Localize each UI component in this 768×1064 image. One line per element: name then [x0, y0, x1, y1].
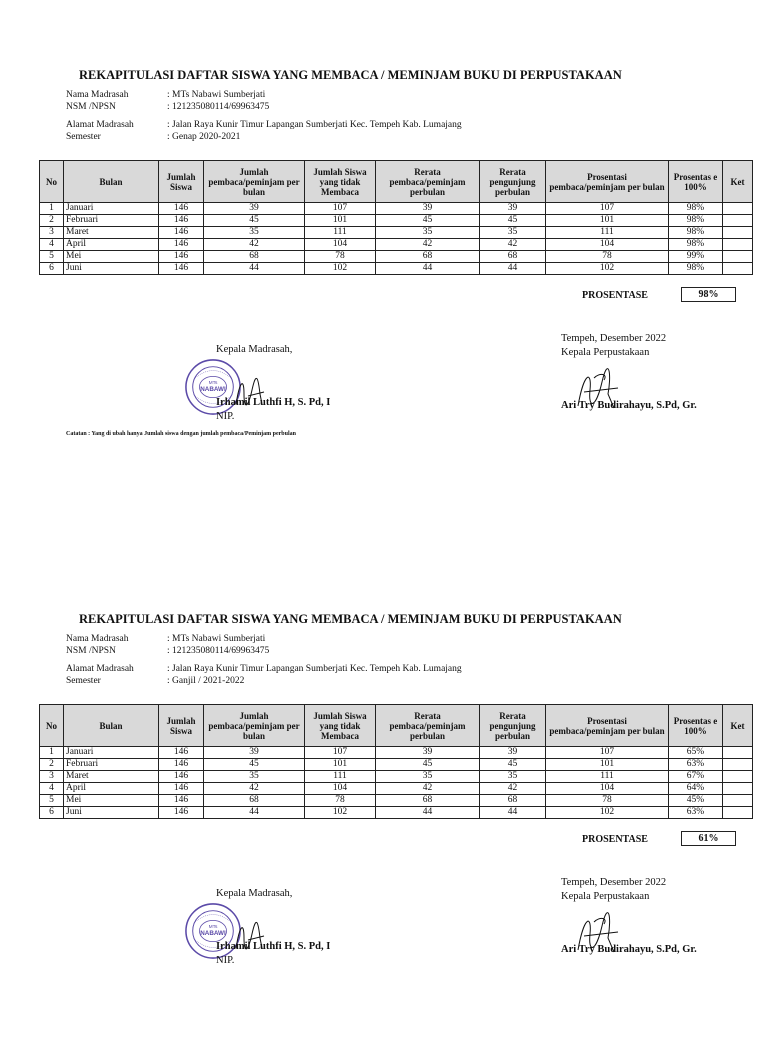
report-title: REKAPITULASI DAFTAR SISWA YANG MEMBACA / MEMINJAM BUKU DI PERPUSTAKAAN: [79, 612, 622, 626]
cell-bulan: Januari: [64, 747, 159, 759]
cell-jumlah-siswa: 146: [159, 239, 204, 251]
semester-value: : Genap 2020-2021: [167, 132, 241, 142]
cell-rerata-pembaca: 45: [376, 759, 480, 771]
report-section: [0, 0, 768, 520]
cell-jumlah-siswa: 146: [159, 759, 204, 771]
cell-ket: [723, 807, 753, 819]
alamat-value: : Jalan Raya Kunir Timur Lapangan Sumberjati Kec. Tempeh Kab. Lumajang: [167, 120, 462, 130]
prosentase-label: PROSENTASE: [582, 290, 648, 301]
cell-ket: [723, 795, 753, 807]
nsm-value: : 121235080114/69963475: [167, 646, 270, 656]
alamat-label: Alamat Madrasah: [66, 664, 134, 674]
nsm-label: NSM /NPSN: [66, 102, 116, 112]
cell-prosentase-100: 65%: [669, 747, 723, 759]
cell-ket: [723, 239, 753, 251]
cell-prosentasi: 78: [546, 795, 669, 807]
cell-ket: [723, 747, 753, 759]
cell-prosentasi: 78: [546, 251, 669, 263]
cell-prosentase-100: 45%: [669, 795, 723, 807]
header-jumlah-siswa: Jumlah Siswa: [159, 705, 204, 747]
cell-tidak-membaca: 101: [305, 215, 376, 227]
cell-rerata-pengunjung: 44: [480, 807, 546, 819]
cell-tidak-membaca: 101: [305, 759, 376, 771]
cell-rerata-pengunjung: 68: [480, 251, 546, 263]
signature-block-librarian: [561, 332, 666, 360]
cell-rerata-pembaca: 39: [376, 203, 480, 215]
cell-prosentase-100: 98%: [669, 239, 723, 251]
cell-tidak-membaca: 102: [305, 263, 376, 275]
stamp-text-main: NABAWI: [200, 929, 226, 937]
cell-jumlah-pembaca: 44: [204, 807, 305, 819]
cell-rerata-pengunjung: 68: [480, 795, 546, 807]
cell-jumlah-pembaca: 35: [204, 771, 305, 783]
cell-rerata-pembaca: 42: [376, 239, 480, 251]
prosentase-label: PROSENTASE: [582, 834, 648, 845]
cell-no: 2: [40, 759, 64, 771]
header-prosentase-100: Prosentas e 100%: [669, 705, 723, 747]
table-row: [40, 239, 753, 251]
cell-prosentase-100: 63%: [669, 807, 723, 819]
cell-no: 5: [40, 251, 64, 263]
cell-tidak-membaca: 111: [305, 771, 376, 783]
cell-prosentasi: 111: [546, 771, 669, 783]
cell-jumlah-siswa: 146: [159, 251, 204, 263]
header-bulan: Bulan: [64, 161, 159, 203]
nip-label: NIP.: [216, 411, 235, 422]
cell-no: 6: [40, 263, 64, 275]
cell-bulan: April: [64, 783, 159, 795]
cell-rerata-pengunjung: 39: [480, 203, 546, 215]
kepala-perpustakaan-label: Kepala Perpustakaan: [561, 891, 650, 902]
cell-jumlah-pembaca: 42: [204, 783, 305, 795]
kepala-perpustakaan-label: Kepala Perpustakaan: [561, 347, 650, 358]
cell-jumlah-siswa: 146: [159, 227, 204, 239]
stamp-text-top: MTs: [208, 381, 218, 387]
cell-jumlah-siswa: 146: [159, 783, 204, 795]
header-ket: Ket: [723, 161, 753, 203]
nama-madrasah-label: Nama Madrasah: [66, 90, 129, 100]
stamp-text-main: NABAWI: [200, 385, 226, 393]
table-header-row: [40, 705, 753, 747]
cell-tidak-membaca: 104: [305, 783, 376, 795]
cell-bulan: Juni: [64, 807, 159, 819]
cell-bulan: Maret: [64, 771, 159, 783]
kepala-madrasah-name: Irhamil Luthfi H, S. Pd, I: [216, 397, 331, 408]
table-row: [40, 795, 753, 807]
cell-ket: [723, 251, 753, 263]
kepala-madrasah-label: Kepala Madrasah,: [216, 344, 293, 355]
cell-prosentasi: 102: [546, 263, 669, 275]
cell-prosentasi: 104: [546, 783, 669, 795]
cell-tidak-membaca: 104: [305, 239, 376, 251]
header-rerata-pengunjung: Rerata pengunjung perbulan: [480, 705, 546, 747]
cell-prosentase-100: 98%: [669, 227, 723, 239]
cell-jumlah-siswa: 146: [159, 807, 204, 819]
cell-prosentase-100: 98%: [669, 203, 723, 215]
cell-jumlah-pembaca: 44: [204, 263, 305, 275]
cell-ket: [723, 759, 753, 771]
table-body: [40, 203, 753, 275]
signature-block-librarian: [561, 876, 666, 904]
cell-rerata-pembaca: 45: [376, 215, 480, 227]
cell-rerata-pembaca: 39: [376, 747, 480, 759]
header-prosentasi: Prosentasi pembaca/peminjam per bulan: [546, 705, 669, 747]
cell-rerata-pengunjung: 44: [480, 263, 546, 275]
cell-prosentasi: 107: [546, 747, 669, 759]
cell-tidak-membaca: 78: [305, 251, 376, 263]
librarian-name: Ari Try Budirahayu, S.Pd, Gr.: [561, 944, 697, 955]
semester-label: Semester: [66, 132, 101, 142]
nama-madrasah-value: : MTs Nabawi Sumberjati: [167, 634, 266, 644]
table-row: [40, 203, 753, 215]
cell-jumlah-siswa: 146: [159, 203, 204, 215]
recap-table: [39, 160, 753, 275]
cell-bulan: April: [64, 239, 159, 251]
cell-bulan: Februari: [64, 759, 159, 771]
header-rerata-pembaca: Rerata pembaca/peminjam perbulan: [376, 705, 480, 747]
librarian-name: Ari Try Budirahayu, S.Pd, Gr.: [561, 400, 697, 411]
alamat-value: : Jalan Raya Kunir Timur Lapangan Sumberjati Kec. Tempeh Kab. Lumajang: [167, 664, 462, 674]
kepala-madrasah-name: Irhamil Luthfi H, S. Pd, I: [216, 941, 331, 952]
cell-ket: [723, 783, 753, 795]
cell-no: 5: [40, 795, 64, 807]
nip-label: NIP.: [216, 955, 235, 966]
cell-no: 1: [40, 203, 64, 215]
report-section: [0, 544, 768, 1064]
table-row: [40, 251, 753, 263]
cell-bulan: Januari: [64, 203, 159, 215]
header-rerata-pengunjung: Rerata pengunjung perbulan: [480, 161, 546, 203]
cell-rerata-pembaca: 44: [376, 263, 480, 275]
header-jumlah-pembaca: Jumlah pembaca/peminjam per bulan: [204, 161, 305, 203]
cell-prosentase-100: 63%: [669, 759, 723, 771]
semester-label: Semester: [66, 676, 101, 686]
cell-prosentasi: 101: [546, 215, 669, 227]
header-jumlah-siswa: Jumlah Siswa: [159, 161, 204, 203]
table-row: [40, 759, 753, 771]
nama-madrasah-value: : MTs Nabawi Sumberjati: [167, 90, 266, 100]
cell-jumlah-pembaca: 68: [204, 795, 305, 807]
cell-bulan: Mei: [64, 795, 159, 807]
cell-prosentase-100: 64%: [669, 783, 723, 795]
cell-no: 1: [40, 747, 64, 759]
cell-rerata-pengunjung: 35: [480, 771, 546, 783]
cell-jumlah-pembaca: 39: [204, 747, 305, 759]
cell-rerata-pembaca: 35: [376, 227, 480, 239]
cell-tidak-membaca: 102: [305, 807, 376, 819]
cell-rerata-pembaca: 42: [376, 783, 480, 795]
cell-jumlah-pembaca: 45: [204, 759, 305, 771]
header-jumlah-pembaca: Jumlah pembaca/peminjam per bulan: [204, 705, 305, 747]
stamp-text-top: MTs: [208, 925, 218, 931]
cell-rerata-pengunjung: 42: [480, 783, 546, 795]
table-row: [40, 747, 753, 759]
header-rerata-pembaca: Rerata pembaca/peminjam perbulan: [376, 161, 480, 203]
cell-jumlah-siswa: 146: [159, 747, 204, 759]
cell-jumlah-pembaca: 35: [204, 227, 305, 239]
cell-jumlah-pembaca: 42: [204, 239, 305, 251]
cell-prosentase-100: 67%: [669, 771, 723, 783]
table-row: [40, 783, 753, 795]
cell-rerata-pembaca: 68: [376, 251, 480, 263]
cell-prosentase-100: 99%: [669, 251, 723, 263]
cell-bulan: Juni: [64, 263, 159, 275]
cell-rerata-pengunjung: 45: [480, 759, 546, 771]
prosentase-value: 98%: [681, 287, 736, 302]
kepala-madrasah-label: Kepala Madrasah,: [216, 888, 293, 899]
header-ket: Ket: [723, 705, 753, 747]
cell-no: 2: [40, 215, 64, 227]
header-prosentasi: Prosentasi pembaca/peminjam per bulan: [546, 161, 669, 203]
nsm-value: : 121235080114/69963475: [167, 102, 270, 112]
table-header-row: [40, 161, 753, 203]
cell-jumlah-siswa: 146: [159, 771, 204, 783]
cell-rerata-pembaca: 44: [376, 807, 480, 819]
alamat-label: Alamat Madrasah: [66, 120, 134, 130]
semester-value: : Ganjil / 2021-2022: [167, 676, 245, 686]
table-row: [40, 771, 753, 783]
cell-no: 4: [40, 783, 64, 795]
cell-prosentasi: 107: [546, 203, 669, 215]
header-tidak-membaca: Jumlah Siswa yang tidak Membaca: [305, 161, 376, 203]
table-row: [40, 263, 753, 275]
cell-prosentase-100: 98%: [669, 215, 723, 227]
header-bulan: Bulan: [64, 705, 159, 747]
cell-no: 3: [40, 227, 64, 239]
cell-ket: [723, 263, 753, 275]
cell-jumlah-pembaca: 39: [204, 203, 305, 215]
prosentase-value: 61%: [681, 831, 736, 846]
cell-bulan: Februari: [64, 215, 159, 227]
cell-jumlah-siswa: 146: [159, 263, 204, 275]
cell-no: 6: [40, 807, 64, 819]
recap-table: [39, 704, 753, 819]
cell-jumlah-siswa: 146: [159, 795, 204, 807]
table-row: [40, 227, 753, 239]
cell-rerata-pengunjung: 45: [480, 215, 546, 227]
cell-rerata-pengunjung: 35: [480, 227, 546, 239]
cell-tidak-membaca: 107: [305, 747, 376, 759]
cell-jumlah-siswa: 146: [159, 215, 204, 227]
cell-ket: [723, 215, 753, 227]
table-row: [40, 807, 753, 819]
header-tidak-membaca: Jumlah Siswa yang tidak Membaca: [305, 705, 376, 747]
cell-prosentase-100: 98%: [669, 263, 723, 275]
cell-bulan: Maret: [64, 227, 159, 239]
note-text: Catatan : Yang di ubah hanya Jumlah siswa dengan jumlah pembaca/Peminjam perbulan: [66, 431, 296, 437]
cell-prosentasi: 102: [546, 807, 669, 819]
cell-rerata-pembaca: 68: [376, 795, 480, 807]
cell-ket: [723, 227, 753, 239]
cell-prosentasi: 101: [546, 759, 669, 771]
cell-prosentasi: 111: [546, 227, 669, 239]
cell-bulan: Mei: [64, 251, 159, 263]
nama-madrasah-label: Nama Madrasah: [66, 634, 129, 644]
cell-rerata-pembaca: 35: [376, 771, 480, 783]
cell-no: 4: [40, 239, 64, 251]
cell-tidak-membaca: 78: [305, 795, 376, 807]
header-no: No: [40, 705, 64, 747]
cell-rerata-pengunjung: 39: [480, 747, 546, 759]
cell-tidak-membaca: 111: [305, 227, 376, 239]
header-prosentase-100: Prosentas e 100%: [669, 161, 723, 203]
nsm-label: NSM /NPSN: [66, 646, 116, 656]
cell-ket: [723, 203, 753, 215]
cell-rerata-pengunjung: 42: [480, 239, 546, 251]
cell-no: 3: [40, 771, 64, 783]
cell-jumlah-pembaca: 68: [204, 251, 305, 263]
cell-jumlah-pembaca: 45: [204, 215, 305, 227]
table-row: [40, 215, 753, 227]
place-date: Tempeh, Desember 2022: [561, 877, 667, 888]
header-no: No: [40, 161, 64, 203]
report-title: REKAPITULASI DAFTAR SISWA YANG MEMBACA / MEMINJAM BUKU DI PERPUSTAKAAN: [79, 68, 622, 82]
table-body: [40, 747, 753, 819]
place-date: Tempeh, Desember 2022: [561, 333, 667, 344]
cell-prosentasi: 104: [546, 239, 669, 251]
cell-ket: [723, 771, 753, 783]
cell-tidak-membaca: 107: [305, 203, 376, 215]
